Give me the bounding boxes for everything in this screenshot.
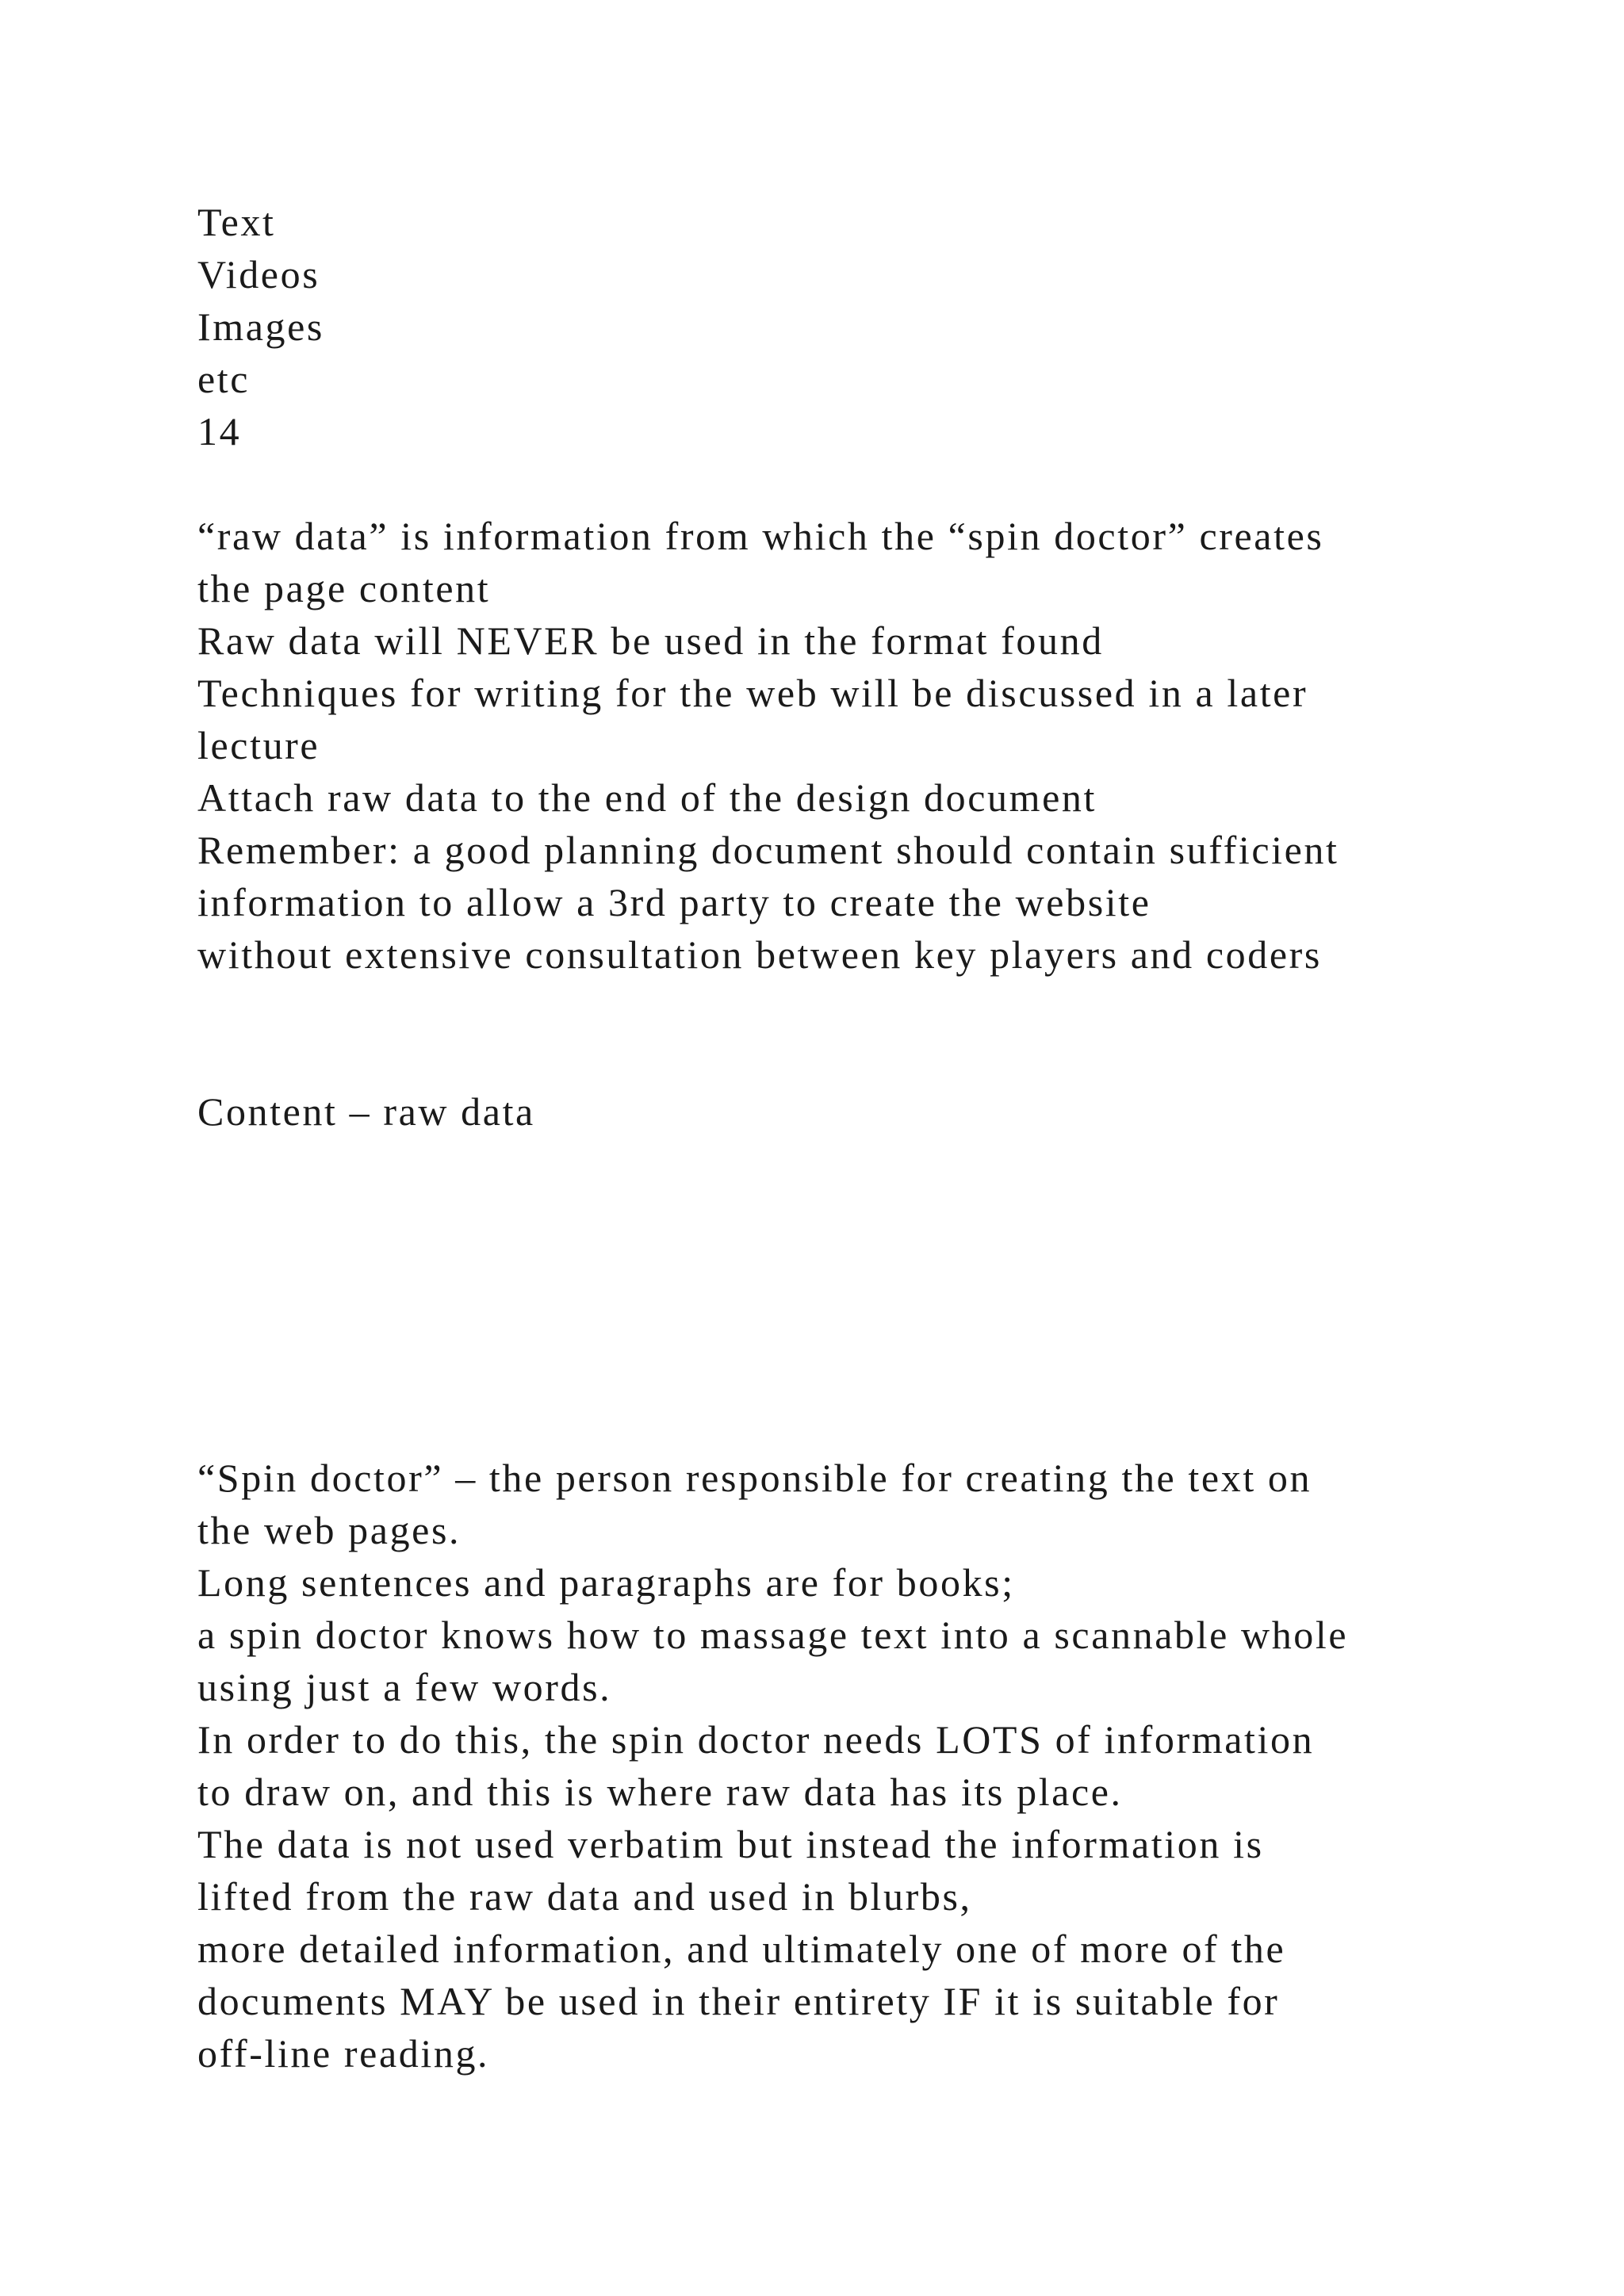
list-item: Text [197, 200, 276, 244]
text-line: documents MAY be used in their entirety IF it is suitable for [197, 1979, 1280, 2023]
text-line: without extensive consultation between key players and coders [197, 932, 1322, 977]
text-line: more detailed information, and ultimately one of more of the [197, 1927, 1286, 1971]
text-line: Raw data will NEVER be used in the format found [197, 618, 1104, 663]
list-item: Images [197, 304, 324, 349]
text-line: Remember: a good planning document should contain sufficient [197, 828, 1339, 872]
list-item: Videos [197, 252, 320, 297]
text-line: using just a few words. [197, 1665, 612, 1709]
text-line: In order to do this, the spin doctor needs LOTS of information [197, 1717, 1315, 1762]
list-item: etc [197, 357, 251, 401]
text-line: Attach raw data to the end of the design document [197, 775, 1097, 820]
text-line: Techniques for writing for the web will be discussed in a later [197, 671, 1308, 715]
text-line: Long sentences and paragraphs are for books; [197, 1560, 1015, 1605]
text-line: the page content [197, 566, 491, 610]
text-line: lecture [197, 723, 320, 767]
text-line: to draw on, and this is where raw data has its place. [197, 1770, 1123, 1814]
text-line: information to allow a 3rd party to create the website [197, 880, 1151, 924]
text-line: “Spin doctor” – the person responsible for creating the text on [197, 1456, 1312, 1500]
text-line: lifted from the raw data and used in blurbs, [197, 1874, 972, 1919]
section-heading: Content – raw data [197, 1089, 535, 1134]
text-line: The data is not used verbatim but instead the information is [197, 1822, 1264, 1866]
text-line: “raw data” is information from which the “spin doctor” creates [197, 514, 1324, 558]
text-line: a spin doctor knows how to massage text into a scannable whole [197, 1613, 1349, 1657]
text-line: off-line reading. [197, 2031, 490, 2076]
text-line: the web pages. [197, 1508, 462, 1552]
page-number: 14 [197, 409, 242, 453]
